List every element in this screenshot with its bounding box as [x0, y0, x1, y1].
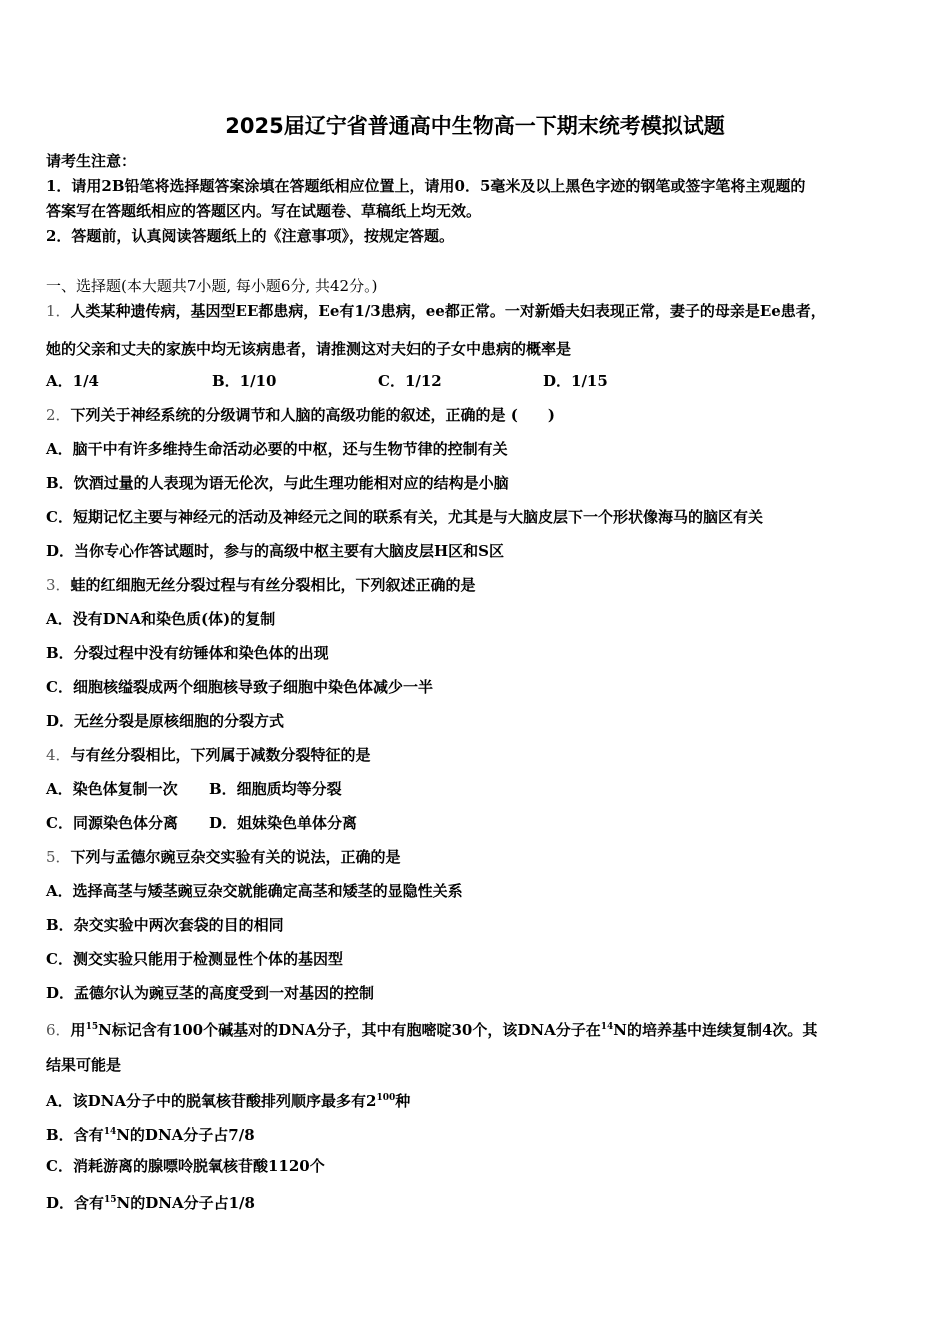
option-text: A．该DNA分子中的脱氧核苷酸排列顺序最多有2: [46, 1092, 377, 1110]
question-3-stem: [46, 574, 476, 596]
question-stem: 蛙的红细胞无丝分裂过程与有丝分裂相比，下列叙述正确的是: [70, 576, 476, 594]
superscript: 100: [376, 1093, 396, 1103]
question-1-option-b: B．1/10: [212, 372, 277, 390]
question-1-option-c: C．1/12: [378, 372, 442, 390]
question-2-option-b: B．饮酒过量的人表现为语无伦次，与此生理功能相对应的结构是小脑: [46, 474, 509, 492]
section-heading: 一、选择题(本大题共7小题, 每小题6分, 共42分。): [46, 277, 378, 295]
question-5-option-b: B．杂交实验中两次套袋的目的相同: [46, 916, 284, 934]
notice-heading: 请考生注意：: [46, 152, 137, 170]
stem-part: 用: [70, 1021, 86, 1039]
question-number: 6．: [46, 1021, 71, 1039]
option-text: B．含有: [46, 1126, 104, 1144]
question-number: 3．: [46, 576, 71, 594]
question-5-option-c: C．测交实验只能用于检测显性个体的基因型: [46, 950, 343, 968]
option-text: D．含有: [46, 1194, 105, 1212]
question-5-option-a: A．选择高茎与矮茎豌豆杂交就能确定高茎和矮茎的显隐性关系: [46, 882, 463, 900]
superscript: 14: [103, 1127, 117, 1137]
question-1-line-2: 她的父亲和丈夫的家族中均无该病患者，请推测这对夫妇的子女中患病的概率是: [46, 340, 572, 358]
question-4-option-d: D．姐妹染色单体分离: [209, 814, 358, 832]
question-number: 5．: [46, 848, 71, 866]
question-1-line-1: [46, 300, 826, 322]
question-4-stem: [46, 744, 371, 766]
option-text: 种: [395, 1092, 411, 1110]
exam-title: 2025届辽宁省普通高中生物高一下期末统考模拟试题: [225, 114, 725, 138]
question-4-option-b: B．细胞质均等分裂: [209, 780, 342, 798]
question-4-option-c: C．同源染色体分离: [46, 814, 178, 832]
question-6-line-1: [46, 1016, 817, 1041]
question-3-option-d: D．无丝分裂是原核细胞的分裂方式: [46, 712, 285, 730]
question-5-option-d: D．孟德尔认为豌豆茎的高度受到一对基因的控制: [46, 984, 375, 1002]
question-stem: 与有丝分裂相比，下列属于减数分裂特征的是: [70, 746, 371, 764]
question-stem: 下列关于神经系统的分级调节和人脑的高级功能的叙述，正确的是 ( ): [70, 406, 555, 424]
question-3-option-b: B．分裂过程中没有纺锤体和染色体的出现: [46, 644, 329, 662]
question-6-option-a: [46, 1087, 410, 1112]
question-6-option-d: [46, 1189, 255, 1214]
stem-part: N的培养基中连续复制4次。其: [613, 1021, 818, 1039]
question-3-option-a: A．没有DNA和染色质(体)的复制: [46, 610, 276, 628]
question-5-stem: [46, 846, 401, 868]
question-1-option-a: A．1/4: [46, 372, 99, 390]
question-number: 4．: [46, 746, 71, 764]
question-6-option-c: C．消耗游离的腺嘌呤脱氧核苷酸1120个: [46, 1157, 325, 1175]
notice-line-2: 答案写在答题纸相应的答题区内。写在试题卷、草稿纸上均无效。: [46, 202, 482, 220]
question-number: 1．: [46, 302, 71, 320]
option-text: N的DNA分子占7/8: [116, 1126, 255, 1144]
notice-line-3: 2．答题前，认真阅读答题纸上的《注意事项》，按规定答题。: [46, 227, 454, 245]
option-text: N的DNA分子占1/8: [116, 1194, 255, 1212]
question-6-line-2: 结果可能是: [46, 1056, 122, 1074]
question-2-stem: [46, 404, 555, 426]
stem-part: N标记含有100个碱基对的DNA分子，其中有胞嘧啶30个，该DNA分子在: [98, 1021, 601, 1039]
question-2-option-c: C．短期记忆主要与神经元的活动及神经元之间的联系有关，尤其是与大脑皮层下一个形状像海马的脑区有关: [46, 508, 763, 526]
question-number: 2．: [46, 406, 71, 424]
question-2-option-a: A．脑干中有许多维持生命活动必要的中枢，还与生物节律的控制有关: [46, 440, 508, 458]
question-stem: 人类某种遗传病，基因型EE都患病，Ee有1/3患病，ee都正常。一对新婚夫妇表现正常，妻子的母亲是Ee患者，: [70, 302, 826, 320]
superscript: 14: [600, 1022, 614, 1032]
question-2-option-d: D．当你专心作答试题时，参与的高级中枢主要有大脑皮层H区和S区: [46, 542, 505, 560]
question-stem: 下列与孟德尔豌豆杂交实验有关的说法，正确的是: [70, 848, 401, 866]
superscript: 15: [85, 1022, 99, 1032]
notice-line-1: 1．请用2B铅笔将选择题答案涂填在答题纸相应位置上，请用0．5毫米及以上黑色字迹的钢笔或签字笔将主观题的: [46, 177, 806, 195]
question-1-option-d: D．1/15: [543, 372, 608, 390]
question-3-option-c: C．细胞核缢裂成两个细胞核导致子细胞中染色体减少一半: [46, 678, 433, 696]
superscript: 15: [104, 1195, 117, 1205]
question-4-option-a: A．染色体复制一次: [46, 780, 178, 798]
question-6-option-b: [46, 1121, 255, 1146]
